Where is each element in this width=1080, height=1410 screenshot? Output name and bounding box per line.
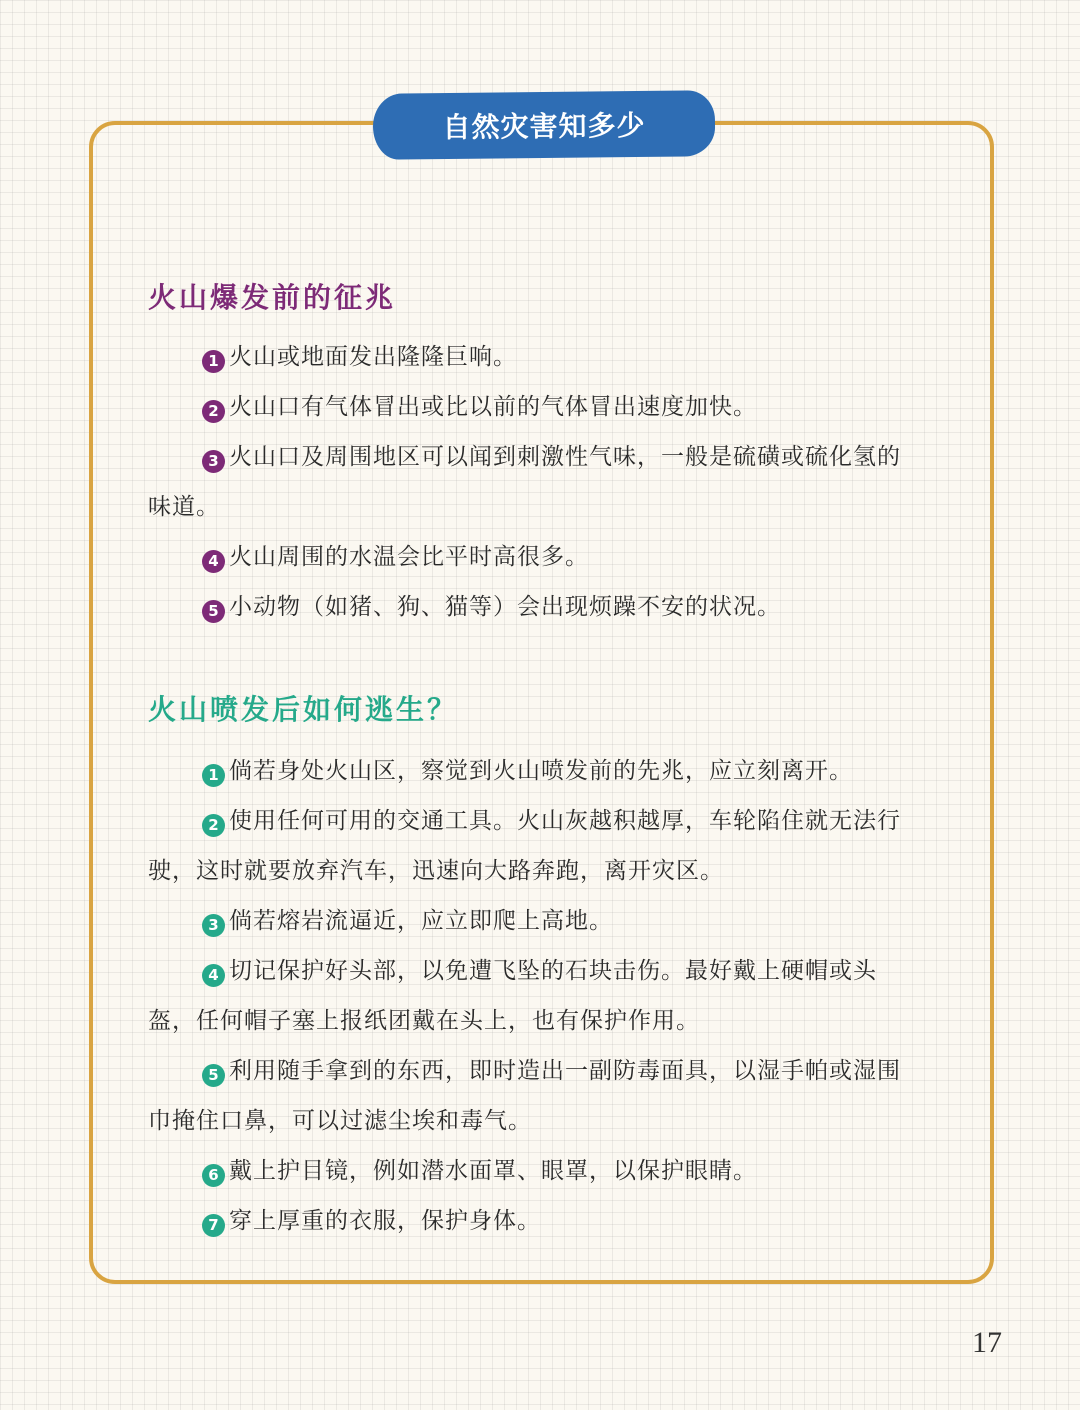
section1-heading: 火山爆发前的征兆	[148, 281, 397, 314]
number-badge: 7	[202, 1214, 225, 1237]
list-item	[148, 796, 923, 896]
item-text: 戴上护目镜，例如潜水面罩、眼罩，以保护眼睛。	[229, 1158, 757, 1184]
title-banner	[373, 90, 716, 160]
number-badge: 2	[202, 400, 225, 423]
list-item	[148, 532, 923, 582]
section2-heading: 火山喷发后如何逃生？	[148, 693, 459, 726]
list-item	[148, 1196, 923, 1246]
item-text: 倘若熔岩流逼近，应立即爬上高地。	[229, 908, 613, 934]
list-item	[148, 582, 923, 632]
item-text: 倘若身处火山区，察觉到火山喷发前的先兆，应立刻离开。	[229, 758, 853, 784]
page-number: 17	[972, 1326, 1002, 1359]
item-text: 穿上厚重的衣服，保护身体。	[229, 1208, 541, 1234]
item-text: 使用任何可用的交通工具。火山灰越积越厚，车轮陷住就无法行驶，这时就要放弃汽车，迅速向大路奔跑，离开灾区。	[148, 808, 901, 884]
number-badge: 4	[202, 550, 225, 573]
list-item	[148, 432, 923, 532]
section1-list	[148, 332, 923, 632]
list-item	[148, 1046, 923, 1146]
item-text: 火山口有气体冒出或比以前的气体冒出速度加快。	[229, 394, 757, 420]
number-badge: 6	[202, 1164, 225, 1187]
list-item	[148, 1146, 923, 1196]
number-badge: 3	[202, 450, 225, 473]
number-badge: 5	[202, 1064, 225, 1087]
list-item	[148, 946, 923, 1046]
number-badge: 5	[202, 600, 225, 623]
number-badge: 3	[202, 914, 225, 937]
number-badge: 2	[202, 814, 225, 837]
number-badge: 4	[202, 964, 225, 987]
list-item	[148, 896, 923, 946]
item-text: 火山或地面发出隆隆巨响。	[229, 344, 517, 370]
list-item	[148, 746, 923, 796]
section2-list	[148, 746, 923, 1246]
banner-title: 自然灾害知多少	[442, 108, 646, 145]
item-text: 利用随手拿到的东西，即时造出一副防毒面具，以湿手帕或湿围巾掩住口鼻，可以过滤尘埃和毒气。	[148, 1058, 901, 1134]
item-text: 切记保护好头部，以免遭飞坠的石块击伤。最好戴上硬帽或头盔，任何帽子塞上报纸团戴在头上，也有保护作用。	[148, 958, 877, 1034]
number-badge: 1	[202, 764, 225, 787]
item-text: 小动物（如猪、狗、猫等）会出现烦躁不安的状况。	[229, 594, 781, 620]
list-item	[148, 332, 923, 382]
list-item	[148, 382, 923, 432]
item-text: 火山口及周围地区可以闻到刺激性气味，一般是硫磺或硫化氢的味道。	[148, 444, 901, 520]
number-badge: 1	[202, 350, 225, 373]
item-text: 火山周围的水温会比平时高很多。	[229, 544, 589, 570]
